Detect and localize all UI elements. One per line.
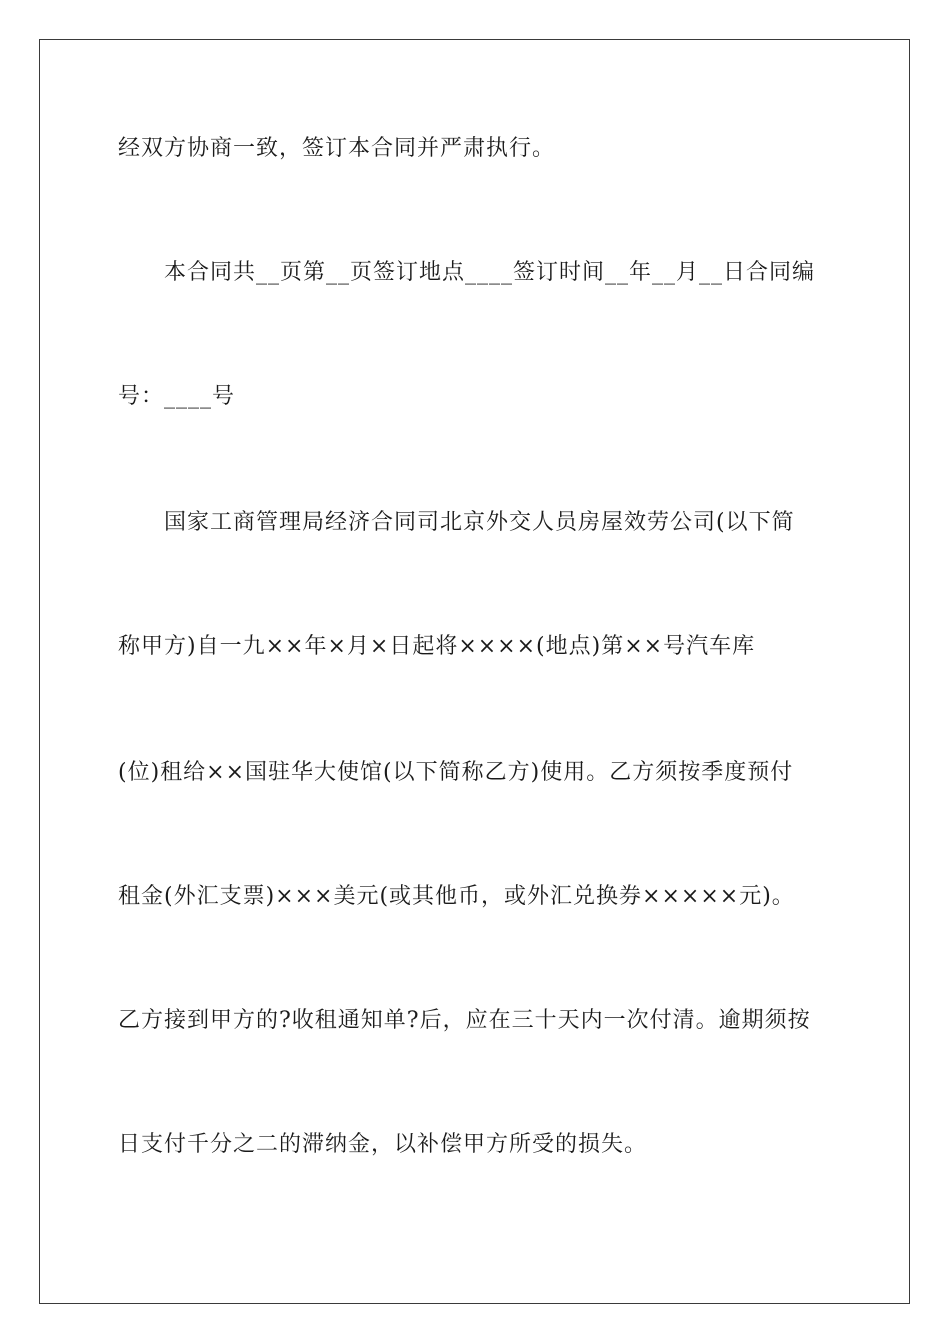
text-line: 日支付千分之二的滞纳金，以补偿甲方所受的损失。 bbox=[118, 1132, 648, 1157]
text-line: (位)租给××国驻华大使馆(以下简称乙方)使用。乙方须按季度预付 bbox=[118, 760, 794, 785]
text-line: 国家工商管理局经济合同司北京外交人员房屋效劳公司(以下简 bbox=[164, 510, 795, 535]
text-line: 号：____号 bbox=[118, 384, 236, 409]
text-line: 乙方接到甲方的?收租通知单?后，应在三十天内一次付清。逾期须按 bbox=[118, 1008, 811, 1033]
text-line: 经双方协商一致，签订本合同并严肃执行。 bbox=[118, 136, 556, 161]
text-line: 本合同共__页第__页签订地点____签订时间__年__月__日合同编 bbox=[164, 260, 816, 285]
text-line: 租金(外汇支票)×××美元(或其他币，或外汇兑换券×××××元)。 bbox=[118, 884, 795, 909]
page-frame bbox=[39, 39, 910, 1304]
text-line: 称甲方)自一九××年×月×日起将××××(地点)第××号汽车库 bbox=[118, 634, 756, 659]
